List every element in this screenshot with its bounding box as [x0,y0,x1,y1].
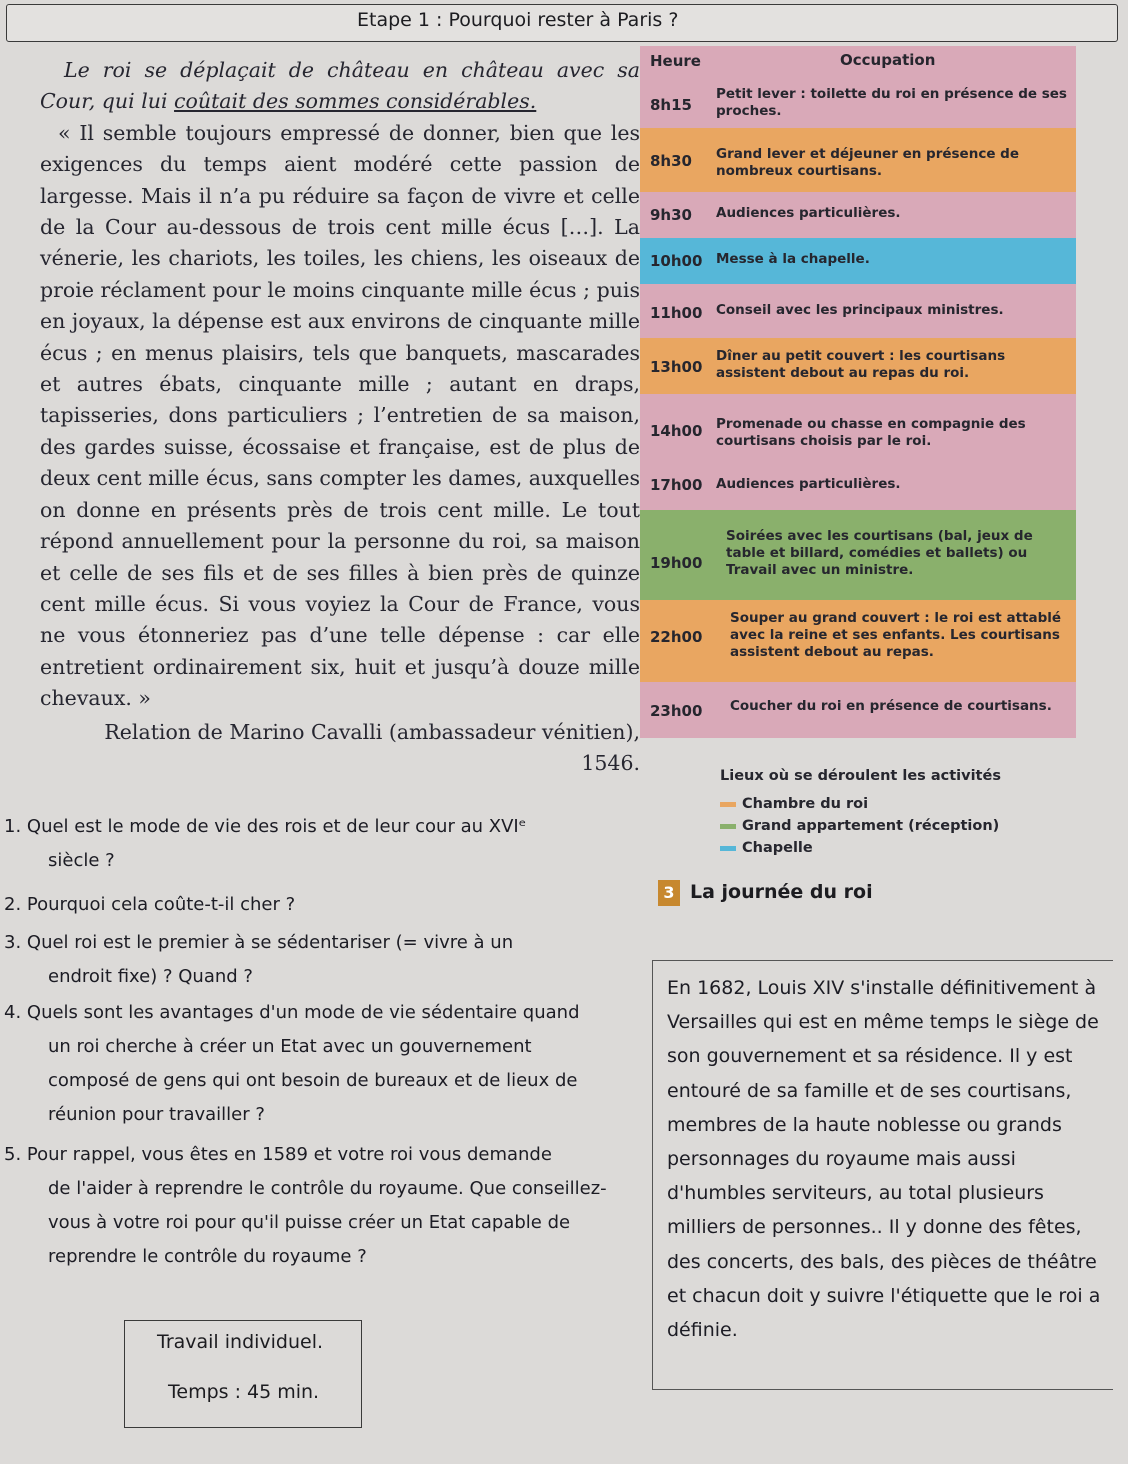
answer-text: En 1682, Louis XIV s'installe définitivement à Versailles qui est en même temps le siège de son gouvernement et sa résidence. Il y est entouré de sa famille et de ses courtisans, membres de la haute noblesse ou grands personnages du royaume mais aussi d'humbles serviteurs, au total plusieurs milliers de personnes.. Il y donne des fêtes, des concerts, des bals, des pièces de théâtre et chacun doit y suivre l'étiquette que le roi a définie. [667,977,1101,1342]
legend-item: Chambre du roi [720,796,868,812]
question-2: 2. Pourquoi cela coûte-t-il cher ? [4,894,296,915]
legend-swatch [720,802,736,807]
questions-list [4,810,644,1274]
quote-body: « Il semble toujours empressé de donner, bien que les exigences du temps aient modéré cette passion de largesse. Mais il n’a pu réduire sa façon de vivre et celle de la Cour au-dessous de trois cent mille écus […]. La vénerie, les chariots, les toiles, les chiens, les oiseaux de proie réclament pour le moins cinquante mille écus ; puis en joyaux, la dépense est aux environs de cinquante mille écus ; en menus plaisirs, tels que banquets, mascarades et autres ébats, cinquante mille ; autant en draps, tapisseries, dons particuliers ; l’entretien de sa maison, des gardes suisse, écossaise et française, est de plus de deux cent mille écus, sans compter les dames, auxquelles on donne en présents près de trois cent mille. Le tout répond annuellement pour la personne du roi, sa maison et celle de ses fils et de ses filles à bien près de quinze cent mille écus. Si vous voyiez la Cour de France, vous ne vous étonneriez pas d’une telle dépense : car elle entretient ordinairement six, huit et jusqu’à douze mille chevaux. » [40,120,640,711]
legend-item: Chapelle [720,840,813,856]
answer-box [652,960,1113,1390]
header-occupation: Occupation [840,51,936,69]
question-5-rest: de l'aider à reprendre le contrôle du royaume. Que conseillez-vous à votre roi pour qu'il puisse créer un Etat capable de reprendre le contrôle du royaume ? [48,1178,607,1267]
schedule-header [640,46,1076,80]
legend-swatch [720,846,736,851]
schedule-row: 22h00 Souper au grand couvert : le roi est attablé avec la reine et ses enfants. Les courtisans assistent debout au repas. [640,600,1076,682]
question-1: 1. Quel est le mode de vie des rois et de leur cour au XVIᵉ [4,816,527,837]
historical-quote [40,55,640,779]
question-4-rest: un roi cherche à créer un Etat avec un gouvernement composé de gens qui ont besoin de bureaux et de lieux de réunion pour travailler ? [48,1036,578,1125]
schedule-row: 9h30 Audiences particulières. [640,192,1076,238]
step-title: Etape 1 : Pourquoi rester à Paris ? [357,9,679,31]
work-type: Travail individuel. [157,1331,324,1353]
schedule-row: 11h00 Conseil avec les principaux ministres. [640,284,1076,338]
quote-intro: Le roi se déplaçait de château en château avec sa Cour, qui lui coûtait des sommes considérables. [40,58,640,114]
question-3-rest: endroit fixe) ? Quand ? [48,966,253,987]
schedule-row: 19h00 Soirées avec les courtisans (bal, jeux de table et billard, comédies et ballets) ou Travail avec un ministre. [640,510,1076,600]
quote-source: Relation de Marino Cavalli (ambassadeur vénitien), 1546. [104,719,640,775]
work-duration: Temps : 45 min. [168,1381,320,1403]
schedule-row: 14h00 Promenade ou chasse en compagnie des courtisans choisis par le roi. [640,394,1076,466]
question-3: 3. Quel roi est le premier à se sédentariser (= vivre à un [4,932,514,953]
schedule-row: 8h15 Petit lever : toilette du roi en présence de ses proches. [640,80,1076,128]
header-time: Heure [650,52,701,70]
figure-number: 3 [658,880,680,906]
legend-swatch [720,824,736,829]
figure-caption [658,880,873,906]
king-day-schedule [640,46,1076,738]
question-5: 5. Pour rappel, vous êtes en 1589 et votre roi vous demande [4,1144,552,1165]
question-1-rest: siècle ? [48,850,115,871]
step-title-box [6,4,1118,42]
schedule-row: 23h00 Coucher du roi en présence de courtisans. [640,682,1076,738]
quote-intro-underlined: coûtait des sommes considérables. [174,89,537,114]
figure-title: La journée du roi [690,881,873,903]
work-info-box [124,1320,362,1428]
schedule-row: 17h00 Audiences particulières. [640,466,1076,510]
schedule-row: 10h00 Messe à la chapelle. [640,238,1076,284]
question-4: 4. Quels sont les avantages d'un mode de vie sédentaire quand [4,1002,580,1023]
legend-title: Lieux où se déroulent les activités [720,768,1001,784]
schedule-row: 8h30 Grand lever et déjeuner en présence de nombreux courtisans. [640,128,1076,192]
schedule-row: 13h00 Dîner au petit couvert : les courtisans assistent debout au repas du roi. [640,338,1076,394]
legend-item: Grand appartement (réception) [720,818,999,834]
